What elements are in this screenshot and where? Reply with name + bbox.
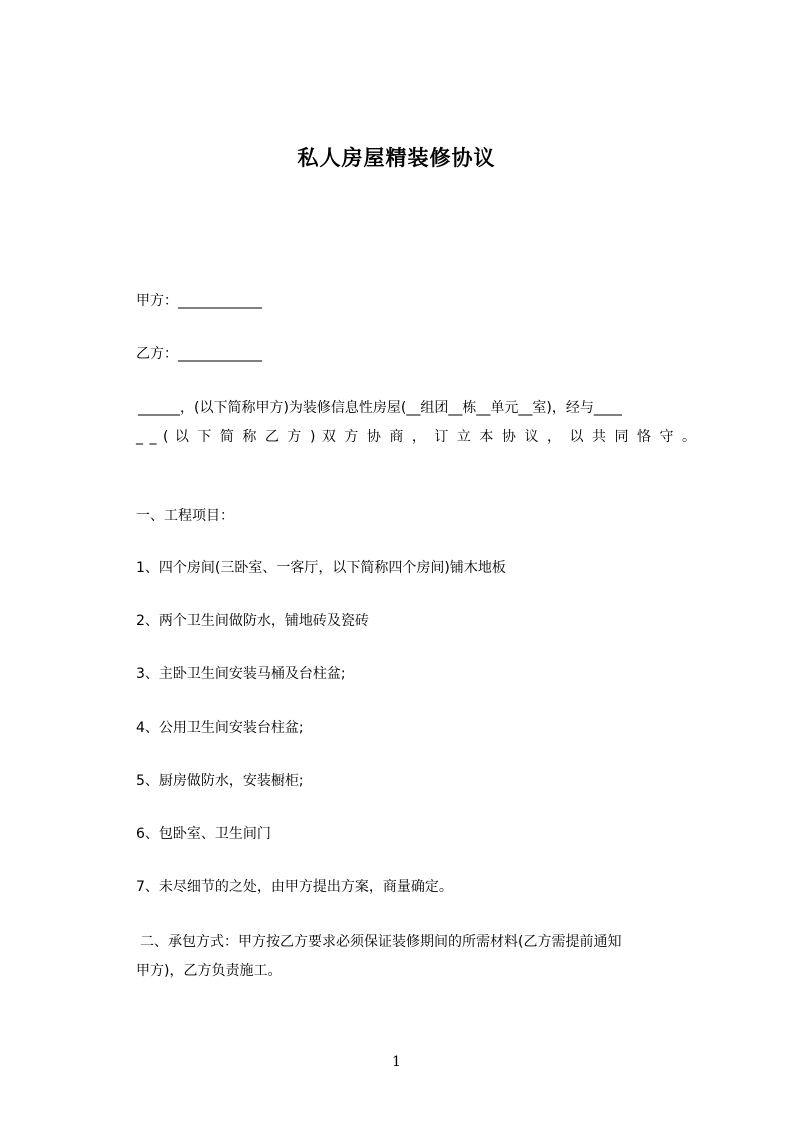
project-item-5: 5、厨房做防水，安装橱柜; [136, 773, 304, 789]
section-1-heading: 一、工程项目： [136, 508, 234, 524]
section-2-line-1: 二、承包方式：甲方按乙方要求必须保证装修期间的所需材料(乙方需提前通知 [140, 934, 622, 950]
page-number: 1 [392, 1054, 401, 1070]
project-item-6: 6、包卧室、卫生间门 [136, 826, 271, 842]
intro-paragraph-line-2: _ _ ( 以 下 简 称 乙 方 ) 双 方 协 商 ， 订 立 本 协 议 ， 以 共 同 恪 守 。 [136, 429, 696, 445]
project-item-7: 7、未尽细节的之处，由甲方提出方案，商量确定。 [136, 879, 453, 895]
project-item-1: 1、四个房间(三卧室、一客厅，以下简称四个房间)铺木地板 [136, 560, 506, 576]
project-item-2: 2、两个卫生间做防水，铺地砖及瓷砖 [136, 613, 369, 629]
intro-paragraph-line-1: ______，(以下简称甲方)为装修信息性房屋(__组团__栋__单元__室)，经与____ [138, 400, 622, 416]
party-a-line: 甲方：____________ [136, 293, 262, 309]
section-2-line-2: 甲方)，乙方负责施工。 [136, 963, 282, 979]
party-b-line: 乙方：____________ [136, 346, 262, 362]
project-item-3: 3、主卧卫生间安装马桶及台柱盆; [136, 666, 346, 682]
project-item-4: 4、公用卫生间安装台柱盆; [136, 720, 304, 736]
document-title: 私人房屋精装修协议 [297, 146, 496, 170]
